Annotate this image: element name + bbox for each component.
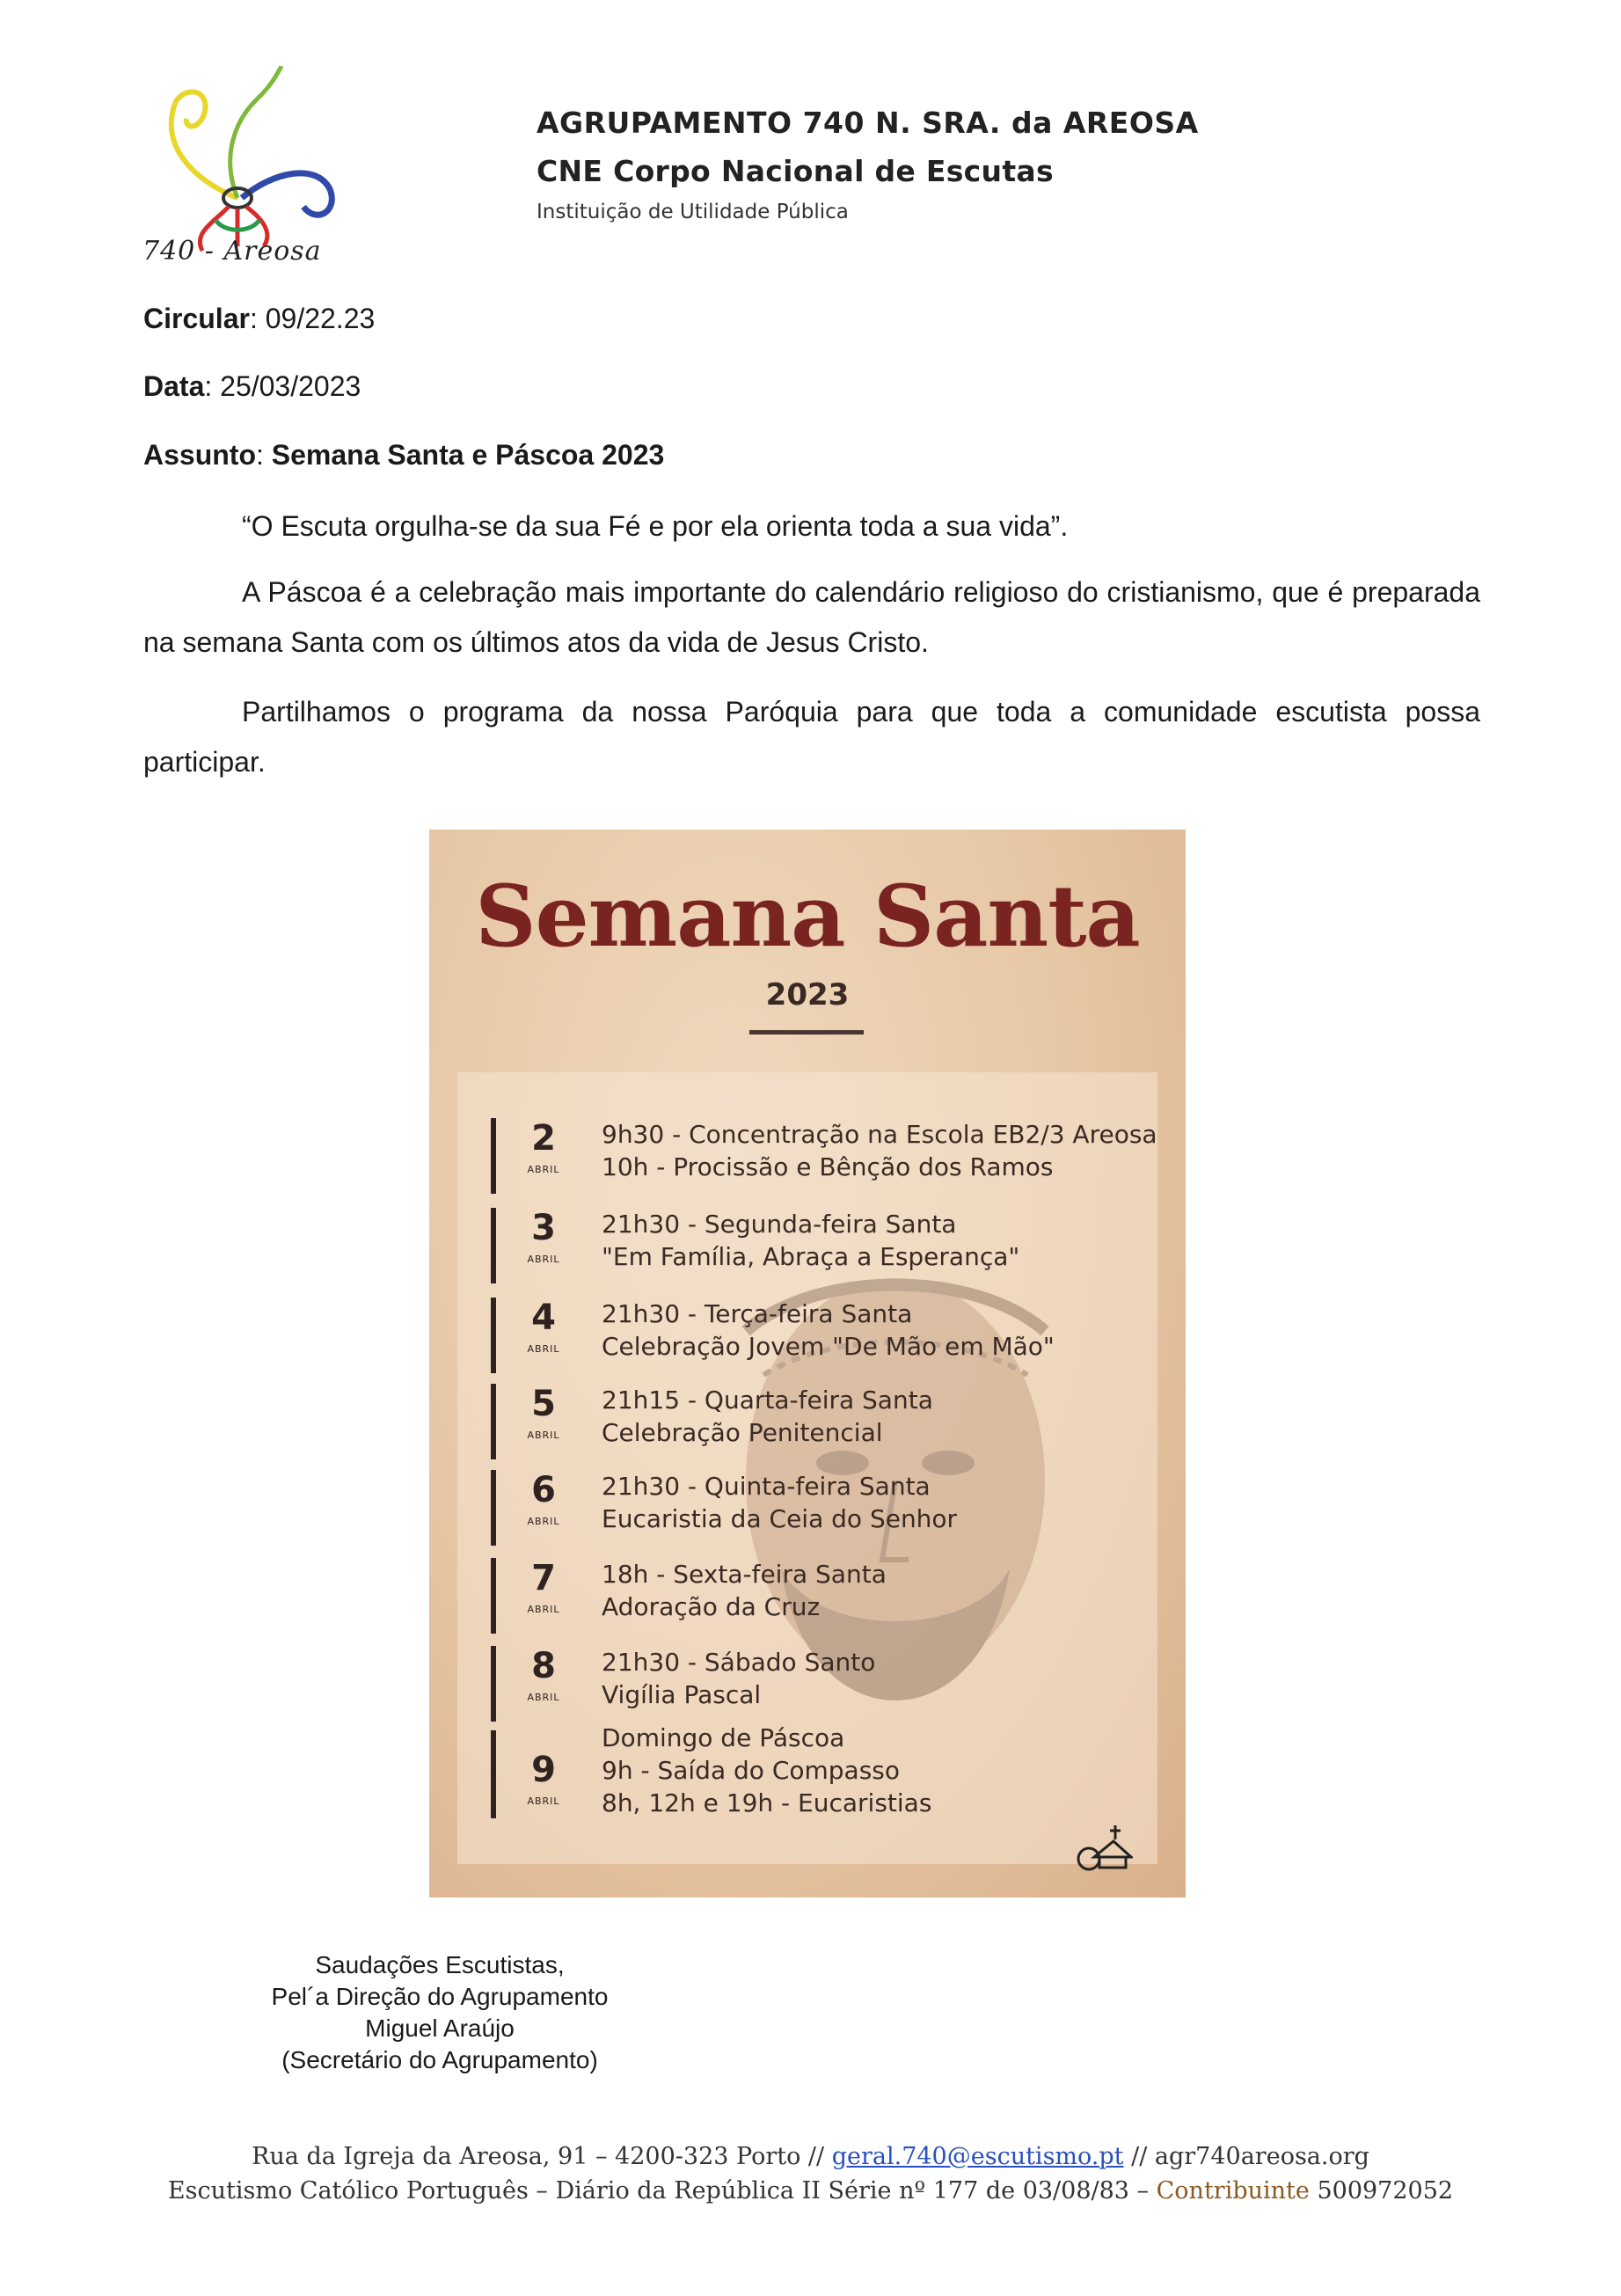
schedule-day: 9 bbox=[531, 1750, 556, 1790]
schedule-text bbox=[602, 1558, 887, 1623]
schedule-line: Celebração Penitencial bbox=[602, 1418, 883, 1447]
paragraph-text: A Páscoa é a celebração mais importante do calendário religioso do cristianismo, que é preparada na semana Santa com os últimos atos da vida de Jesus Cristo. bbox=[143, 576, 1480, 658]
subject-sep: : bbox=[256, 439, 272, 471]
schedule-month: ABRIL bbox=[527, 1343, 560, 1355]
schedule-line: Domingo de Páscoa bbox=[602, 1723, 845, 1752]
schedule-text bbox=[602, 1118, 1157, 1183]
schedule-line: 21h30 - Sábado Santo bbox=[602, 1648, 876, 1677]
schedule-item-bar bbox=[491, 1558, 496, 1634]
schedule-item-bar bbox=[491, 1730, 496, 1818]
schedule-text bbox=[602, 1208, 1019, 1273]
schedule-item-bar bbox=[491, 1208, 496, 1283]
schedule-line: 9h - Saída do Compasso bbox=[602, 1756, 901, 1785]
signature-name: Miguel Araújo bbox=[365, 2014, 515, 2042]
schedule-line: 9h30 - Concentração na Escola EB2/3 Areosa bbox=[602, 1120, 1157, 1149]
schedule-month: ABRIL bbox=[527, 1430, 560, 1441]
poster-divider bbox=[749, 1030, 864, 1035]
schedule-month: ABRIL bbox=[527, 1164, 560, 1175]
holy-week-poster bbox=[429, 830, 1186, 1897]
circular-line bbox=[143, 303, 375, 335]
circular-label: Circular bbox=[143, 303, 250, 334]
subject-value: Semana Santa e Páscoa 2023 bbox=[271, 439, 665, 471]
organization-header bbox=[537, 106, 1199, 223]
schedule-day: 8 bbox=[531, 1646, 556, 1686]
schedule-line: Adoração da Cruz bbox=[602, 1592, 821, 1621]
schedule-line: 8h, 12h e 19h - Eucaristias bbox=[602, 1788, 932, 1817]
schedule-item-bar bbox=[491, 1298, 496, 1373]
org-affiliation: CNE Corpo Nacional de Escutas bbox=[537, 154, 1054, 188]
subject-label: Assunto bbox=[143, 439, 256, 471]
footer-address: Rua da Igreja da Areosa, 91 – 4200-323 Porto // bbox=[252, 2143, 832, 2170]
subject-line bbox=[143, 439, 664, 472]
parish-church-icon bbox=[1077, 1822, 1133, 1871]
schedule-text bbox=[602, 1722, 931, 1819]
schedule-text bbox=[602, 1470, 957, 1535]
schedule-line: 21h15 - Quarta-feira Santa bbox=[602, 1386, 933, 1415]
signature-on-behalf: Pel´a Direção do Agrupamento bbox=[271, 1983, 609, 2010]
poster-title: Semana Santa bbox=[475, 866, 1140, 966]
schedule-item-bar bbox=[491, 1118, 496, 1194]
schedule-month: ABRIL bbox=[527, 1692, 560, 1703]
schedule-line: 10h - Procissão e Bênção dos Ramos bbox=[602, 1152, 1054, 1181]
footer-contrib-number: 500972052 bbox=[1309, 2177, 1454, 2205]
schedule-day: 3 bbox=[531, 1208, 556, 1248]
schedule-line: 18h - Sexta-feira Santa bbox=[602, 1560, 887, 1589]
schedule-line: 21h30 - Terça-feira Santa bbox=[602, 1299, 913, 1328]
schedule-day: 7 bbox=[531, 1558, 556, 1598]
schedule-item-bar bbox=[491, 1470, 496, 1546]
footer-website: // agr740areosa.org bbox=[1123, 2143, 1369, 2170]
schedule-line: 21h30 - Segunda-feira Santa bbox=[602, 1210, 957, 1239]
date-value: : 25/03/2023 bbox=[204, 370, 361, 402]
schedule-text bbox=[602, 1384, 933, 1449]
footer-contrib-label: Contribuinte bbox=[1156, 2177, 1310, 2205]
schedule-text bbox=[602, 1646, 875, 1711]
schedule-line: Vigília Pascal bbox=[602, 1680, 762, 1709]
footer-address-line bbox=[0, 2143, 1621, 2170]
schedule-line: "Em Família, Abraça a Esperança" bbox=[602, 1242, 1020, 1271]
body-paragraph-quote bbox=[143, 501, 1480, 552]
signature-greeting: Saudações Escutistas, bbox=[315, 1951, 565, 1978]
schedule-line: 21h30 - Quinta-feira Santa bbox=[602, 1472, 931, 1501]
circular-value: : 09/22.23 bbox=[249, 303, 376, 334]
org-name: AGRUPAMENTO 740 N. SRA. da AREOSA bbox=[537, 106, 1199, 140]
date-line bbox=[143, 370, 361, 403]
schedule-line: Eucaristia da Ceia do Senhor bbox=[602, 1504, 958, 1533]
body-paragraph-program bbox=[143, 687, 1480, 787]
footer-legal-line bbox=[0, 2177, 1621, 2205]
schedule-day: 6 bbox=[531, 1470, 556, 1510]
schedule-month: ABRIL bbox=[527, 1254, 560, 1265]
paragraph-text: “O Escuta orgulha-se da sua Fé e por ela orienta toda a sua vida”. bbox=[242, 510, 1069, 542]
schedule-month: ABRIL bbox=[527, 1795, 560, 1807]
signature-role: (Secretário do Agrupamento) bbox=[281, 2046, 598, 2073]
schedule-month: ABRIL bbox=[527, 1604, 560, 1615]
schedule-text bbox=[602, 1298, 1055, 1363]
logo-caption: 740 - Areosa bbox=[142, 236, 322, 267]
schedule-day: 2 bbox=[531, 1118, 556, 1159]
poster-year: 2023 bbox=[765, 977, 850, 1013]
schedule-line: Celebração Jovem "De Mão em Mão" bbox=[602, 1332, 1055, 1361]
schedule-month: ABRIL bbox=[527, 1516, 560, 1527]
org-status: Instituição de Utilidade Pública bbox=[537, 201, 849, 223]
footer-email-link[interactable]: geral.740@escutismo.pt bbox=[831, 2143, 1124, 2170]
footer-legal-text: Escutismo Católico Português – Diário da República II Série nº 177 de 03/08/83 – bbox=[167, 2177, 1157, 2205]
schedule-day: 4 bbox=[531, 1298, 556, 1338]
paragraph-text: Partilhamos o programa da nossa Paróquia para que toda a comunidade escutista possa participar. bbox=[143, 696, 1480, 778]
signature-block bbox=[176, 1949, 704, 2076]
body-paragraph-easter bbox=[143, 567, 1480, 668]
schedule-day: 5 bbox=[531, 1384, 556, 1424]
schedule-item-bar bbox=[491, 1646, 496, 1722]
schedule-item-bar bbox=[491, 1384, 496, 1459]
date-label: Data bbox=[143, 370, 205, 402]
